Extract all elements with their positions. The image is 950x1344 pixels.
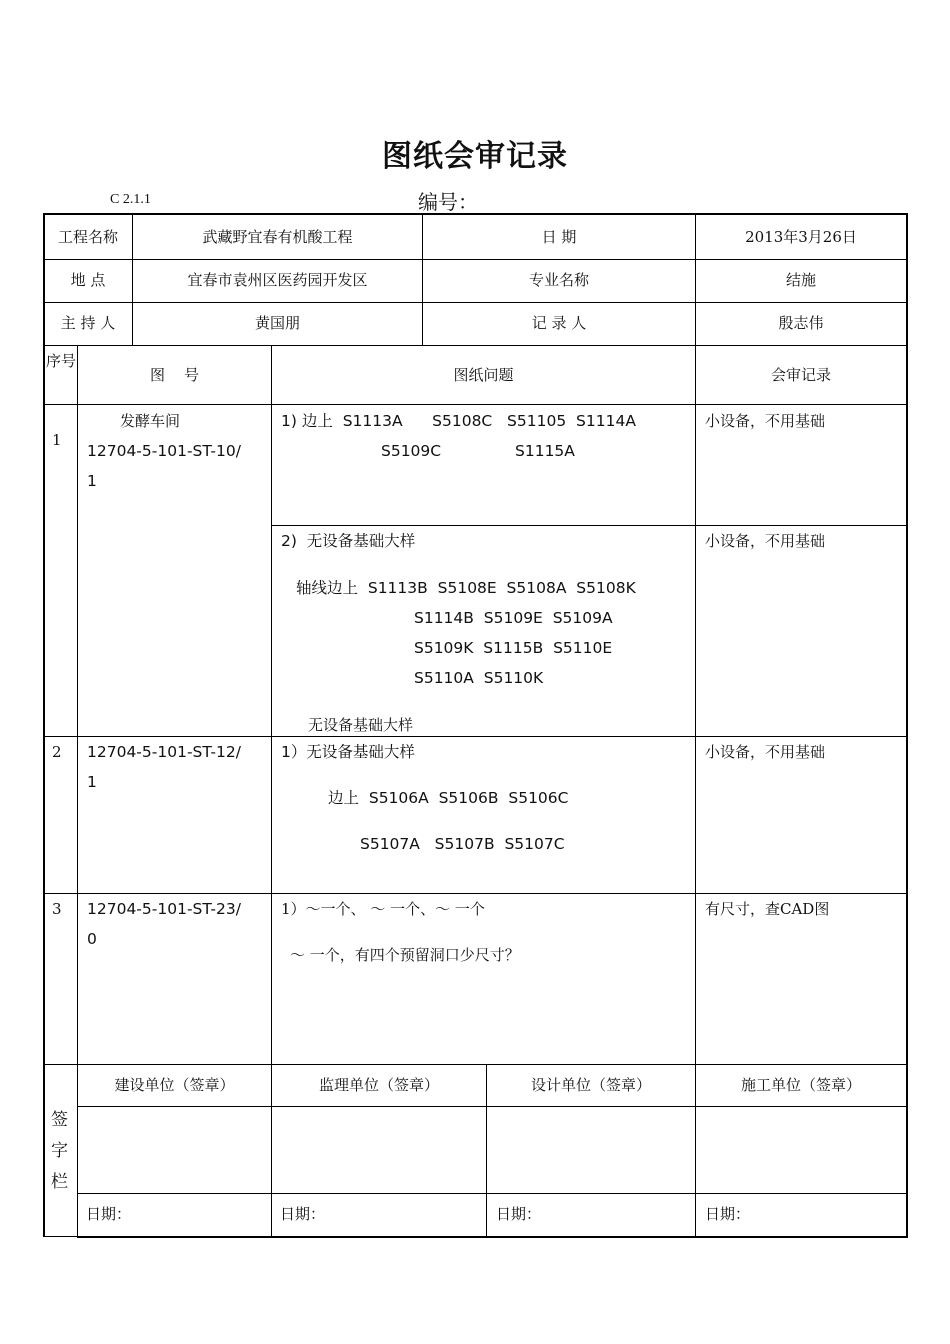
row-issue-line: S5107A S5107B S5107C (360, 835, 565, 853)
date-label: 日 期 (541, 228, 577, 246)
project-name-value: 武藏野宜春有机酸工程 (202, 228, 353, 246)
col-header-issue: 图纸问题 (453, 366, 514, 384)
row-record: 有尺寸，查CAD图 (705, 900, 830, 918)
row-seq: 2 (52, 743, 62, 761)
row-drawing-no: 12704-5-101-ST-10/1 (87, 442, 241, 490)
location-label: 地 点 (70, 271, 106, 289)
col-header-seq: 序号 (46, 352, 77, 370)
row-drawing-no: 12704-5-101-ST-23/0 (87, 900, 241, 948)
signature-date-contractor: 日期： (705, 1205, 751, 1223)
page-title: 图纸会审记录 (382, 139, 568, 174)
project-name-label: 工程名称 (57, 228, 118, 246)
signature-date-supervision: 日期： (280, 1205, 326, 1223)
date-value: 2013年3月26日 (745, 228, 857, 246)
signature-date-construction: 日期： (86, 1205, 132, 1223)
signature-unit-design: 设计单位（签章） (530, 1076, 651, 1094)
row-issue-line: S5110A S5110K (414, 669, 544, 687)
row-record: 小设备，不用基础 (705, 743, 826, 761)
location-value: 宜春市袁州区医药园开发区 (187, 271, 368, 289)
row-record: 小设备，不用基础 (705, 412, 826, 430)
row-issue-line: ～ 一个，有四个预留洞口少尺寸？ (290, 946, 520, 964)
row-issue-line: 边上 S5106A S5106B S5106C (328, 789, 569, 807)
row-issue-line: 无设备基础大样 (308, 716, 414, 734)
row-drawing-title: 发酵车间 (120, 412, 181, 430)
serial-label: 编号： (418, 190, 478, 214)
row-issue-line: 轴线边上 S1113B S5108E S5108A S5108K (296, 579, 636, 597)
row-issue-line: 1）无设备基础大样 (281, 743, 415, 761)
row-seq: 3 (52, 900, 62, 918)
signature-label: 签字栏 (51, 1110, 68, 1192)
row-issue-line: 2) 无设备基础大样 (281, 532, 416, 550)
recorder-label: 记 录 人 (531, 314, 587, 332)
row-issue-line: 1）～一个、 ～ 一个、～ 一个 (281, 900, 485, 918)
col-header-record: 会审记录 (770, 366, 831, 384)
row-seq: 1 (52, 431, 62, 449)
col-header-drawing-no: 图 号 (149, 366, 200, 384)
row-issue-line: S5109C S1115A (381, 442, 575, 460)
specialty-value: 结施 (785, 271, 816, 289)
recorder-value: 殷志伟 (778, 314, 824, 332)
row-issue-line: S5109K S1115B S5110E (414, 639, 613, 657)
signature-date-design: 日期： (496, 1205, 542, 1223)
row-record: 小设备，不用基础 (705, 532, 826, 550)
row-drawing-no: 12704-5-101-ST-12/1 (87, 743, 241, 791)
specialty-label: 专业名称 (528, 271, 589, 289)
signature-unit-supervision: 监理单位（签章） (318, 1076, 439, 1094)
row-issue-line: 1) 边上 S1113A S5108C S51105 S1114A (281, 412, 636, 430)
form-code: C 2.1.1 (110, 192, 151, 207)
host-label: 主 持 人 (60, 314, 116, 332)
signature-unit-construction: 建设单位（签章） (114, 1076, 235, 1094)
signature-unit-contractor: 施工单位（签章） (740, 1076, 861, 1094)
row-issue-line: S1114B S5109E S5109A (414, 609, 613, 627)
host-value: 黄国朋 (254, 314, 300, 332)
